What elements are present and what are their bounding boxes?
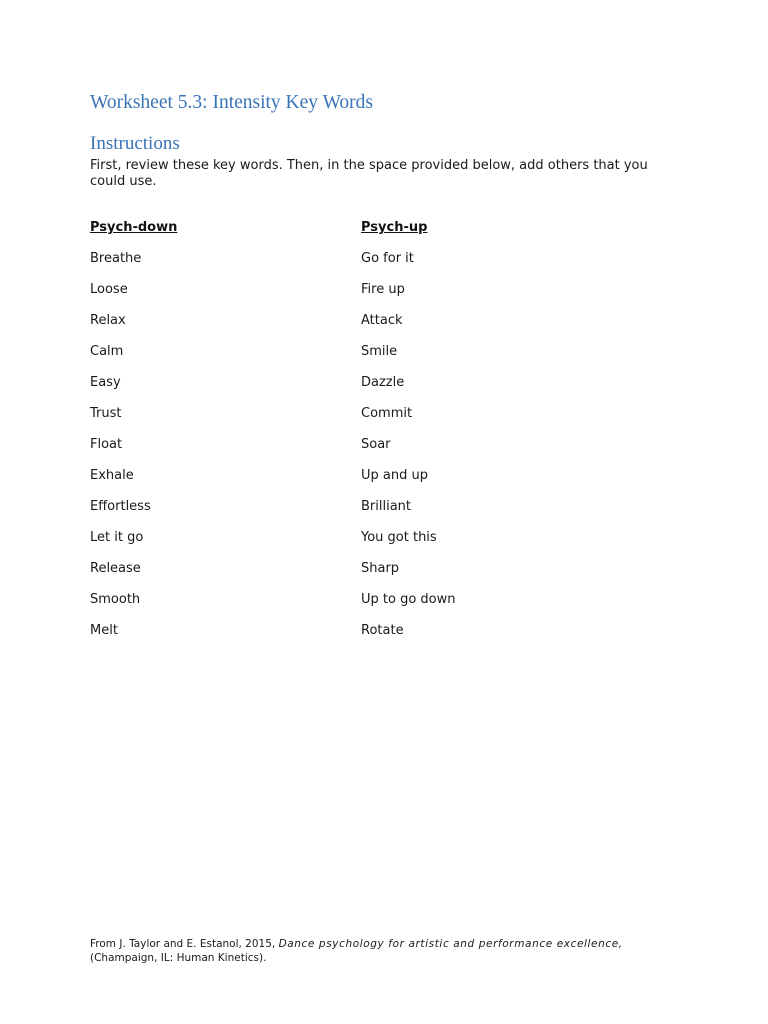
psych-down-word: Melt: [90, 623, 118, 638]
psych-down-word: Breathe: [90, 251, 142, 266]
psych-down-word: Calm: [90, 344, 124, 359]
instructions-text: First, review these key words. Then, in the space provided below, add others that you could use.: [90, 158, 648, 189]
psych-up-word: Fire up: [361, 282, 405, 297]
psych-up-word: Rotate: [361, 623, 404, 638]
psych-down-column: [90, 220, 177, 654]
psych-down-word: Smooth: [90, 592, 141, 607]
citation-suffix: (Champaign, IL: Human Kinetics).: [90, 952, 267, 964]
psych-down-word: Release: [90, 561, 141, 576]
psych-up-word: Sharp: [361, 561, 400, 576]
psych-up-word: Up to go down: [361, 592, 456, 607]
psych-up-heading: Psych-up: [361, 220, 428, 235]
psych-up-word: You got this: [361, 530, 437, 545]
psych-down-word: Loose: [90, 282, 128, 297]
psych-up-word: Up and up: [361, 468, 428, 483]
psych-up-word: Commit: [361, 406, 413, 421]
citation-book-title: Dance psychology for artistic and performance excellence,: [278, 938, 623, 950]
psych-up-word: Go for it: [361, 251, 414, 266]
psych-up-word: Brilliant: [361, 499, 412, 514]
instructions-heading: Instructions: [90, 133, 180, 154]
psych-up-word: Attack: [361, 313, 403, 328]
psych-down-heading: Psych-down: [90, 220, 178, 235]
psych-down-word: Float: [90, 437, 123, 452]
psych-up-word: Dazzle: [361, 375, 405, 390]
psych-down-word: Exhale: [90, 468, 134, 483]
psych-down-word: Easy: [90, 375, 121, 390]
psych-up-word: Smile: [361, 344, 398, 359]
psych-down-word: Trust: [90, 406, 122, 421]
worksheet-title: Worksheet 5.3: Intensity Key Words: [90, 92, 373, 113]
source-citation: [90, 937, 680, 965]
psych-up-column: [361, 220, 456, 654]
psych-down-word: Relax: [90, 313, 126, 328]
citation-prefix: From J. Taylor and E. Estanol, 2015,: [90, 938, 279, 950]
psych-down-word: Let it go: [90, 530, 144, 545]
psych-down-word: Effortless: [90, 499, 151, 514]
psych-up-word: Soar: [361, 437, 391, 452]
